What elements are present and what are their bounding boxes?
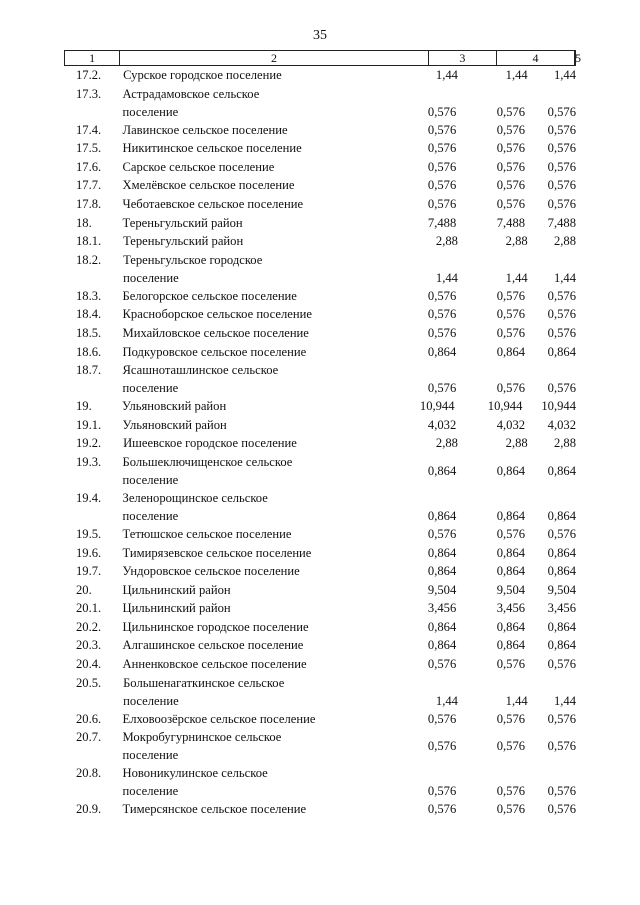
row-value-col-4: 0,576 — [496, 739, 526, 754]
row-value-col-4: 0,576 — [496, 325, 526, 340]
row-name-line: Тимирязевское сельское поселение — [122, 545, 312, 560]
row-name-line: Михайловское сельское поселение — [122, 325, 309, 340]
row-name — [117, 251, 414, 287]
row-name — [117, 324, 411, 343]
row-name-line: поселение — [122, 508, 179, 523]
row-value-col-5: 0,576 — [547, 381, 576, 396]
row-value-col-3: 0,576 — [427, 288, 457, 303]
row-name-line: Алгашинское сельское поселение — [122, 638, 304, 653]
table-row — [64, 232, 576, 251]
table-row — [64, 674, 576, 710]
table-row — [64, 728, 576, 764]
row-name — [117, 416, 411, 435]
row-value-col-5: 0,864 — [547, 638, 576, 653]
row-number: 20.2. — [76, 619, 102, 634]
row-value-col-3: 0,576 — [427, 307, 457, 322]
row-value-col-5: 0,576 — [547, 104, 576, 119]
row-value-col-5: 0,864 — [547, 545, 576, 560]
row-value-col-4: 4,032 — [496, 417, 526, 432]
row-value-col-5: 0,576 — [547, 196, 576, 211]
row-value-col-3: 0,864 — [427, 619, 457, 634]
row-name — [117, 525, 411, 544]
row-value-col-5: 0,576 — [547, 711, 576, 726]
table-row — [64, 85, 576, 121]
row-value-col-3: 0,864 — [427, 564, 457, 579]
row-number: 19.7. — [76, 564, 102, 579]
table-row — [64, 343, 576, 362]
row-value-col-5: 0,576 — [547, 178, 576, 193]
row-number: 17.3. — [76, 86, 102, 101]
row-value-col-3: 0,576 — [427, 526, 457, 541]
row-name-line: Новоникулинское сельское — [122, 766, 268, 781]
row-number: 17.2. — [76, 68, 102, 82]
row-value-col-3: 10,944 — [419, 399, 455, 414]
row-value-col-5: 9,504 — [547, 582, 576, 597]
row-name-line: поселение — [122, 748, 179, 763]
row-value-col-4: 1,44 — [505, 270, 528, 285]
row-name-line: Ульяновский район — [122, 417, 227, 432]
row-number: 19. — [76, 399, 92, 414]
row-name-line: Цильнинское городское поселение — [122, 619, 309, 634]
row-value-col-4: 3,456 — [496, 601, 526, 616]
row-number: 20.1. — [76, 601, 102, 616]
row-name-line: поселение — [122, 784, 179, 799]
row-value-col-4: 0,576 — [496, 381, 526, 396]
row-value-col-3: 2,88 — [435, 436, 458, 451]
row-value-col-4: 0,576 — [496, 104, 526, 119]
row-value-col-4: 2,88 — [505, 436, 528, 451]
row-name — [117, 599, 411, 618]
row-name-line: Зеленорощинское сельское — [122, 490, 268, 505]
row-name — [117, 139, 411, 158]
row-value-col-3: 0,576 — [427, 196, 457, 211]
row-number: 18. — [76, 215, 92, 230]
row-value-col-3: 0,576 — [427, 122, 457, 137]
row-value-col-5: 0,576 — [547, 288, 576, 303]
row-value-col-5: 0,576 — [547, 159, 576, 174]
row-name-line: Тетюшское сельское поселение — [122, 526, 292, 541]
row-value-col-5: 7,488 — [547, 215, 576, 230]
table-row — [64, 397, 576, 416]
table-row — [64, 800, 576, 819]
row-value-col-5: 0,576 — [547, 784, 576, 799]
row-name — [117, 655, 411, 674]
row-value-col-5: 0,864 — [547, 564, 576, 579]
row-number: 17.8. — [76, 196, 102, 211]
row-value-col-5: 0,576 — [547, 657, 576, 672]
row-number: 20.4. — [76, 657, 102, 672]
row-number: 20.5. — [76, 675, 102, 690]
row-name — [117, 728, 411, 764]
row-name — [117, 544, 411, 563]
row-value-col-5: 0,576 — [547, 141, 576, 156]
row-number: 20.7. — [76, 730, 102, 745]
row-value-col-5: 0,576 — [547, 122, 576, 137]
row-value-col-4: 0,576 — [496, 141, 526, 156]
row-name-line: Лавинское сельское поселение — [122, 122, 288, 137]
row-value-col-5: 0,576 — [547, 739, 576, 754]
row-name-line: Сарское сельское поселение — [122, 159, 275, 174]
table-row — [64, 139, 576, 158]
row-value-col-5: 1,44 — [553, 68, 576, 82]
row-name — [117, 710, 411, 729]
row-value-col-3: 0,864 — [427, 344, 457, 359]
row-value-col-3: 0,864 — [427, 638, 457, 653]
row-name — [117, 214, 411, 233]
row-value-col-3: 4,032 — [427, 417, 457, 432]
header-col-3: 3 — [428, 51, 496, 65]
row-value-col-3: 0,576 — [427, 657, 457, 672]
table-row — [64, 287, 576, 306]
row-name-line: Подкуровское сельское поселение — [122, 344, 307, 359]
row-value-col-3: 0,576 — [427, 159, 457, 174]
row-value-col-5: 2,88 — [553, 436, 576, 451]
row-value-col-5: 1,44 — [553, 270, 576, 285]
row-name-line: Белогорское сельское поселение — [122, 288, 297, 303]
row-number: 17.6. — [76, 159, 102, 174]
table-row — [64, 489, 576, 525]
row-value-col-3: 1,44 — [435, 693, 458, 708]
row-value-col-5: 0,576 — [547, 802, 576, 817]
row-value-col-4: 0,864 — [496, 545, 526, 560]
row-number: 19.4. — [76, 490, 102, 505]
row-value-col-5: 3,456 — [547, 601, 576, 616]
row-name-line: поселение — [122, 104, 179, 119]
table-row — [64, 361, 576, 397]
row-value-col-4: 9,504 — [496, 582, 526, 597]
row-number: 18.7. — [76, 363, 102, 378]
table-body — [64, 66, 576, 819]
table-row — [64, 416, 576, 435]
row-value-col-4: 0,864 — [496, 564, 526, 579]
table-row — [64, 599, 576, 618]
row-name-line: Хмелёвское сельское поселение — [122, 178, 295, 193]
row-name — [117, 176, 411, 195]
row-value-col-4: 1,44 — [505, 693, 528, 708]
table-row — [64, 121, 576, 140]
row-number: 20. — [76, 582, 92, 597]
row-value-col-4: 0,576 — [496, 784, 526, 799]
row-value-col-4: 0,864 — [496, 344, 526, 359]
row-name — [117, 674, 414, 710]
row-name — [117, 361, 411, 397]
row-value-col-5: 0,576 — [547, 307, 576, 322]
row-name-line: Тереньгульское городское — [123, 252, 263, 267]
row-name — [117, 562, 411, 581]
row-value-col-3: 0,576 — [427, 784, 457, 799]
row-name — [117, 636, 411, 655]
row-name-line: поселение — [122, 381, 179, 396]
row-number: 18.1. — [76, 234, 102, 249]
row-name-line: поселение — [123, 270, 179, 285]
row-value-col-4: 0,576 — [496, 178, 526, 193]
row-number: 20.9. — [76, 802, 102, 817]
row-name-line: Анненковское сельское поселение — [122, 657, 307, 672]
row-value-col-5: 0,864 — [547, 508, 576, 523]
row-value-col-5: 10,944 — [541, 399, 576, 414]
row-value-col-4: 0,576 — [496, 288, 526, 303]
row-name — [117, 195, 411, 214]
row-value-col-4: 0,576 — [496, 122, 526, 137]
row-value-col-4: 0,576 — [496, 657, 526, 672]
row-name — [117, 618, 411, 637]
table-row — [64, 251, 576, 287]
row-number: 18.4. — [76, 307, 102, 322]
row-value-col-4: 10,944 — [487, 399, 523, 414]
row-value-col-4: 0,576 — [496, 196, 526, 211]
row-value-col-4: 0,576 — [496, 159, 526, 174]
row-value-col-4: 0,864 — [496, 463, 526, 478]
row-number: 17.5. — [76, 141, 102, 156]
row-value-col-5: 1,44 — [553, 693, 576, 708]
row-value-col-3: 3,456 — [427, 601, 457, 616]
row-number: 20.6. — [76, 711, 102, 726]
row-name-line: Большеключищенское сельское — [122, 454, 293, 469]
header-col-5: 5 — [575, 51, 581, 65]
row-name-line: Тереньгульский район — [122, 215, 243, 230]
row-number: 20.8. — [76, 766, 102, 781]
row-value-col-3: 1,44 — [435, 270, 458, 285]
table-row — [64, 618, 576, 637]
row-value-col-5: 4,032 — [547, 417, 576, 432]
row-value-col-4: 0,576 — [496, 526, 526, 541]
table-row — [64, 544, 576, 563]
row-number: 20.3. — [76, 638, 102, 653]
table-row — [64, 655, 576, 674]
row-name-line: Ясашноташлинское сельское — [122, 363, 279, 378]
row-name-line: Ульяновский район — [121, 399, 227, 414]
row-value-col-5: 2,88 — [553, 234, 576, 249]
row-name — [117, 85, 411, 121]
row-name-line: Ишеевское городское поселение — [123, 436, 297, 451]
row-name-line: Сурское городское поселение — [123, 68, 282, 82]
row-name — [117, 489, 411, 525]
row-value-col-3: 7,488 — [427, 215, 457, 230]
row-value-col-3: 0,576 — [427, 141, 457, 156]
row-name — [117, 158, 411, 177]
row-name-line: Чеботаевское сельское поселение — [122, 196, 304, 211]
row-name — [117, 232, 414, 251]
table-row — [64, 453, 576, 489]
row-number: 17.7. — [76, 178, 102, 193]
header-col-4: 4 — [496, 51, 574, 65]
row-value-col-4: 7,488 — [496, 215, 526, 230]
row-value-col-3: 0,576 — [427, 325, 457, 340]
header-col-2: 2 — [119, 51, 427, 65]
row-value-col-4: 2,88 — [505, 234, 528, 249]
data-table — [64, 50, 581, 819]
row-value-col-5: 0,576 — [547, 325, 576, 340]
row-name — [117, 453, 411, 489]
row-name-line: Тереньгульский район — [123, 234, 244, 249]
row-value-col-3: 0,864 — [427, 508, 457, 523]
row-name-line: поселение — [122, 472, 179, 487]
row-value-col-3: 0,576 — [427, 739, 457, 754]
row-number: 18.5. — [76, 325, 102, 340]
table-header — [64, 50, 581, 66]
row-value-col-3: 0,576 — [427, 178, 457, 193]
row-name — [117, 581, 411, 600]
row-number: 19.5. — [76, 526, 102, 541]
row-name — [117, 305, 411, 324]
table-row — [64, 214, 576, 233]
row-name — [117, 66, 414, 85]
row-name-line: Никитинское сельское поселение — [122, 141, 302, 156]
table-row — [64, 581, 576, 600]
row-value-col-3: 2,88 — [435, 234, 458, 249]
row-value-col-4: 0,576 — [496, 802, 526, 817]
row-name — [117, 434, 414, 453]
row-value-col-3: 0,864 — [427, 545, 457, 560]
row-name-line: Тимерсянское сельское поселение — [122, 802, 307, 817]
table-row — [64, 636, 576, 655]
table-row — [64, 710, 576, 729]
row-name-line: Ундоровское сельское поселение — [122, 564, 300, 579]
row-name — [117, 764, 411, 800]
table-row — [64, 324, 576, 343]
row-value-col-3: 0,576 — [427, 104, 457, 119]
row-name-line: Красноборское сельское поселение — [122, 307, 312, 322]
row-number: 18.6. — [76, 344, 102, 359]
row-value-col-3: 0,864 — [427, 463, 457, 478]
row-value-col-3: 0,576 — [427, 711, 457, 726]
header-col-1: 1 — [89, 51, 96, 65]
row-name — [116, 397, 406, 416]
row-value-col-3: 1,44 — [435, 68, 458, 82]
table-row — [64, 176, 576, 195]
row-number: 17.4. — [76, 122, 102, 137]
row-name-line: Цильнинский район — [122, 582, 231, 597]
row-value-col-4: 0,576 — [496, 711, 526, 726]
row-number: 19.2. — [76, 436, 102, 451]
row-value-col-3: 0,576 — [427, 802, 457, 817]
row-name-line: Цильнинский район — [122, 601, 231, 616]
row-value-col-4: 1,44 — [505, 68, 528, 82]
row-value-col-5: 0,864 — [547, 619, 576, 634]
row-value-col-4: 0,864 — [496, 508, 526, 523]
row-name-line: поселение — [123, 693, 179, 708]
row-value-col-4: 0,864 — [496, 638, 526, 653]
row-value-col-4: 0,864 — [496, 619, 526, 634]
row-value-col-5: 0,576 — [547, 526, 576, 541]
table-row — [64, 434, 576, 453]
row-value-col-3: 0,576 — [427, 381, 457, 396]
page-number: 35 — [313, 28, 327, 43]
row-number: 18.3. — [76, 288, 102, 303]
table-row — [64, 66, 576, 85]
row-name — [117, 287, 411, 306]
row-name — [117, 800, 411, 819]
table-row — [64, 764, 576, 800]
row-name — [117, 343, 411, 362]
row-name — [117, 121, 411, 140]
table-row — [64, 562, 576, 581]
row-name-line: Елховоозёрское сельское поселение — [122, 711, 316, 726]
table-row — [64, 305, 576, 324]
row-value-col-3: 9,504 — [427, 582, 457, 597]
table-row — [64, 158, 576, 177]
table-row — [64, 525, 576, 544]
table-row — [64, 195, 576, 214]
row-number: 18.2. — [76, 252, 102, 267]
row-value-col-5: 0,864 — [547, 344, 576, 359]
row-number: 19.1. — [76, 417, 102, 432]
row-name-line: Астрадамовское сельское — [122, 86, 260, 101]
row-number: 19.6. — [76, 545, 102, 560]
row-number: 19.3. — [76, 454, 102, 469]
row-name-line: Большенагаткинское сельское — [123, 675, 285, 690]
row-value-col-5: 0,864 — [547, 463, 576, 478]
row-name-line: Мокробугурнинское сельское — [122, 730, 282, 745]
row-value-col-4: 0,576 — [496, 307, 526, 322]
